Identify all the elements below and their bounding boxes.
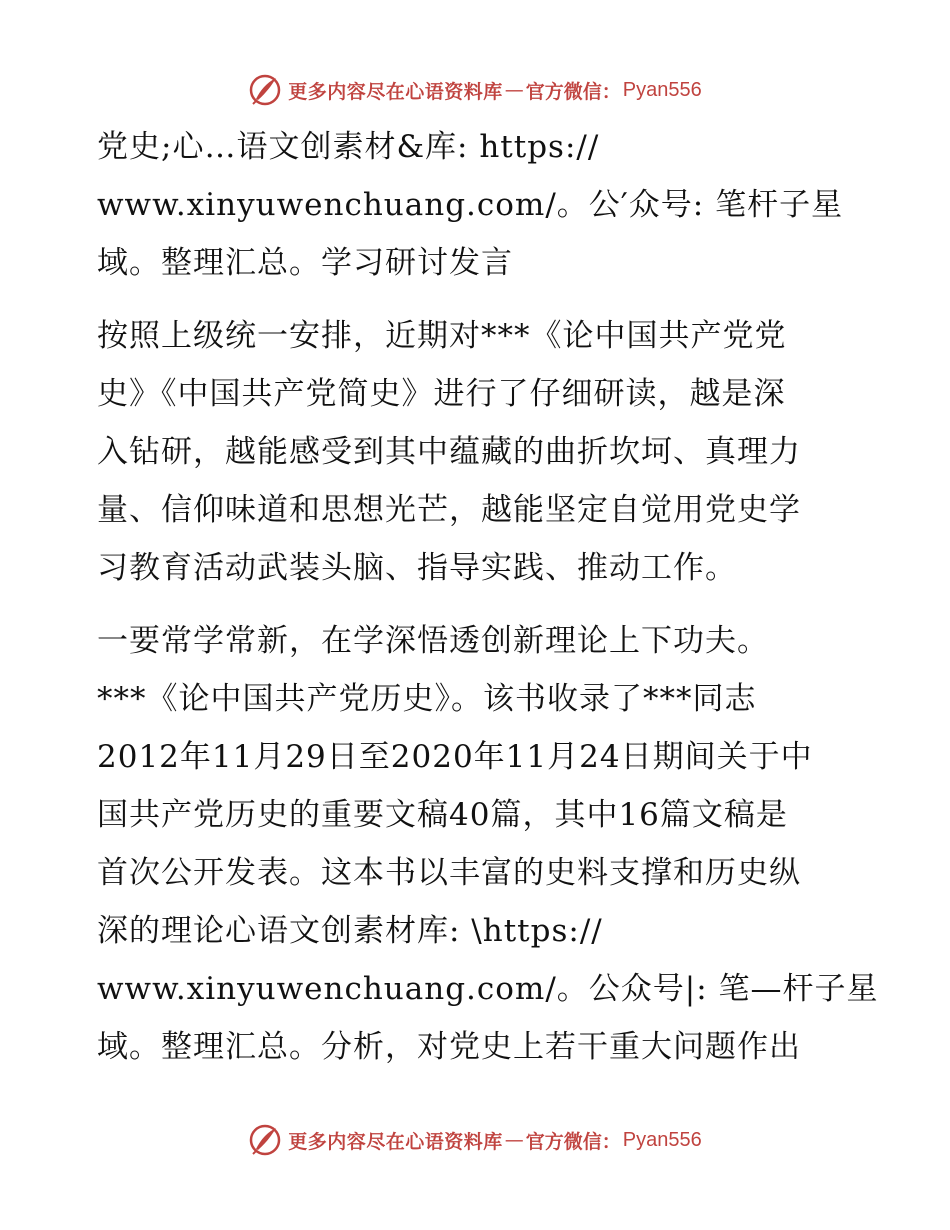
text-line: 域。整理汇总。学习研讨发言 [97,245,513,281]
text-line: 域。整理汇总。分析，对党史上若干重大问题作出 [97,1029,801,1065]
text-line: 史》《中国共产党简史》进行了仔细研读，越是深 [97,376,786,412]
document-body [97,118,879,1091]
banner-text: 更多内容尽在心语资料库 [288,80,503,103]
text-line: ***《论中国共产党历史》。该书收录了***同志 [97,681,757,717]
paragraph-3 [97,612,879,1076]
text-line: 一要常学常新，在学深悟透创新理论上下功夫。 [97,623,769,659]
text-line: 党史;心…语文创素材&库: https:// [97,129,600,165]
banner-dash: — [504,79,524,101]
paragraph-2 [97,307,857,597]
text-line: 量、信仰味道和思想光芒，越能坚定自觉用党史学 [97,492,801,528]
quill-pen-logo-icon [248,1123,282,1157]
text-line: 按照上级统一安排，近期对***《论中国共产党党 [97,318,787,354]
text-line: 国共产党历史的重要文稿40篇，其中16篇文稿是 [97,797,788,833]
text-line: 2012年11月29日至2020年11月24日期间关于中 [97,739,813,775]
banner-wechat-id: Pyan556 [622,78,702,101]
text-line: www.xinyuwenchuang.com/。公′众号: 笔杆子星 [97,187,844,223]
banner-wechat-label: 官方微信： [525,80,621,103]
banner-text: 更多内容尽在心语资料库 [288,1130,503,1153]
text-line: 习教育活动武装头脑、指导实践、推动工作。 [97,550,737,586]
text-line: 入钻研，越能感受到其中蕴藏的曲折坎坷、真理力 [97,434,801,470]
text-line: 深的理论心语文创素材库: \https:// [97,913,603,949]
header-banner [0,70,950,110]
banner-wechat-id: Pyan556 [622,1128,702,1151]
quill-pen-logo-icon [248,73,282,107]
paragraph-1 [97,118,857,292]
banner-dash: — [504,1129,524,1151]
text-line: www.xinyuwenchuang.com/。公众号|: 笔—杆子星 [97,971,879,1007]
footer-banner [0,1120,950,1160]
text-line: 首次公开发表。这本书以丰富的史料支撑和历史纵 [97,855,801,891]
banner-wechat-label: 官方微信： [525,1130,621,1153]
